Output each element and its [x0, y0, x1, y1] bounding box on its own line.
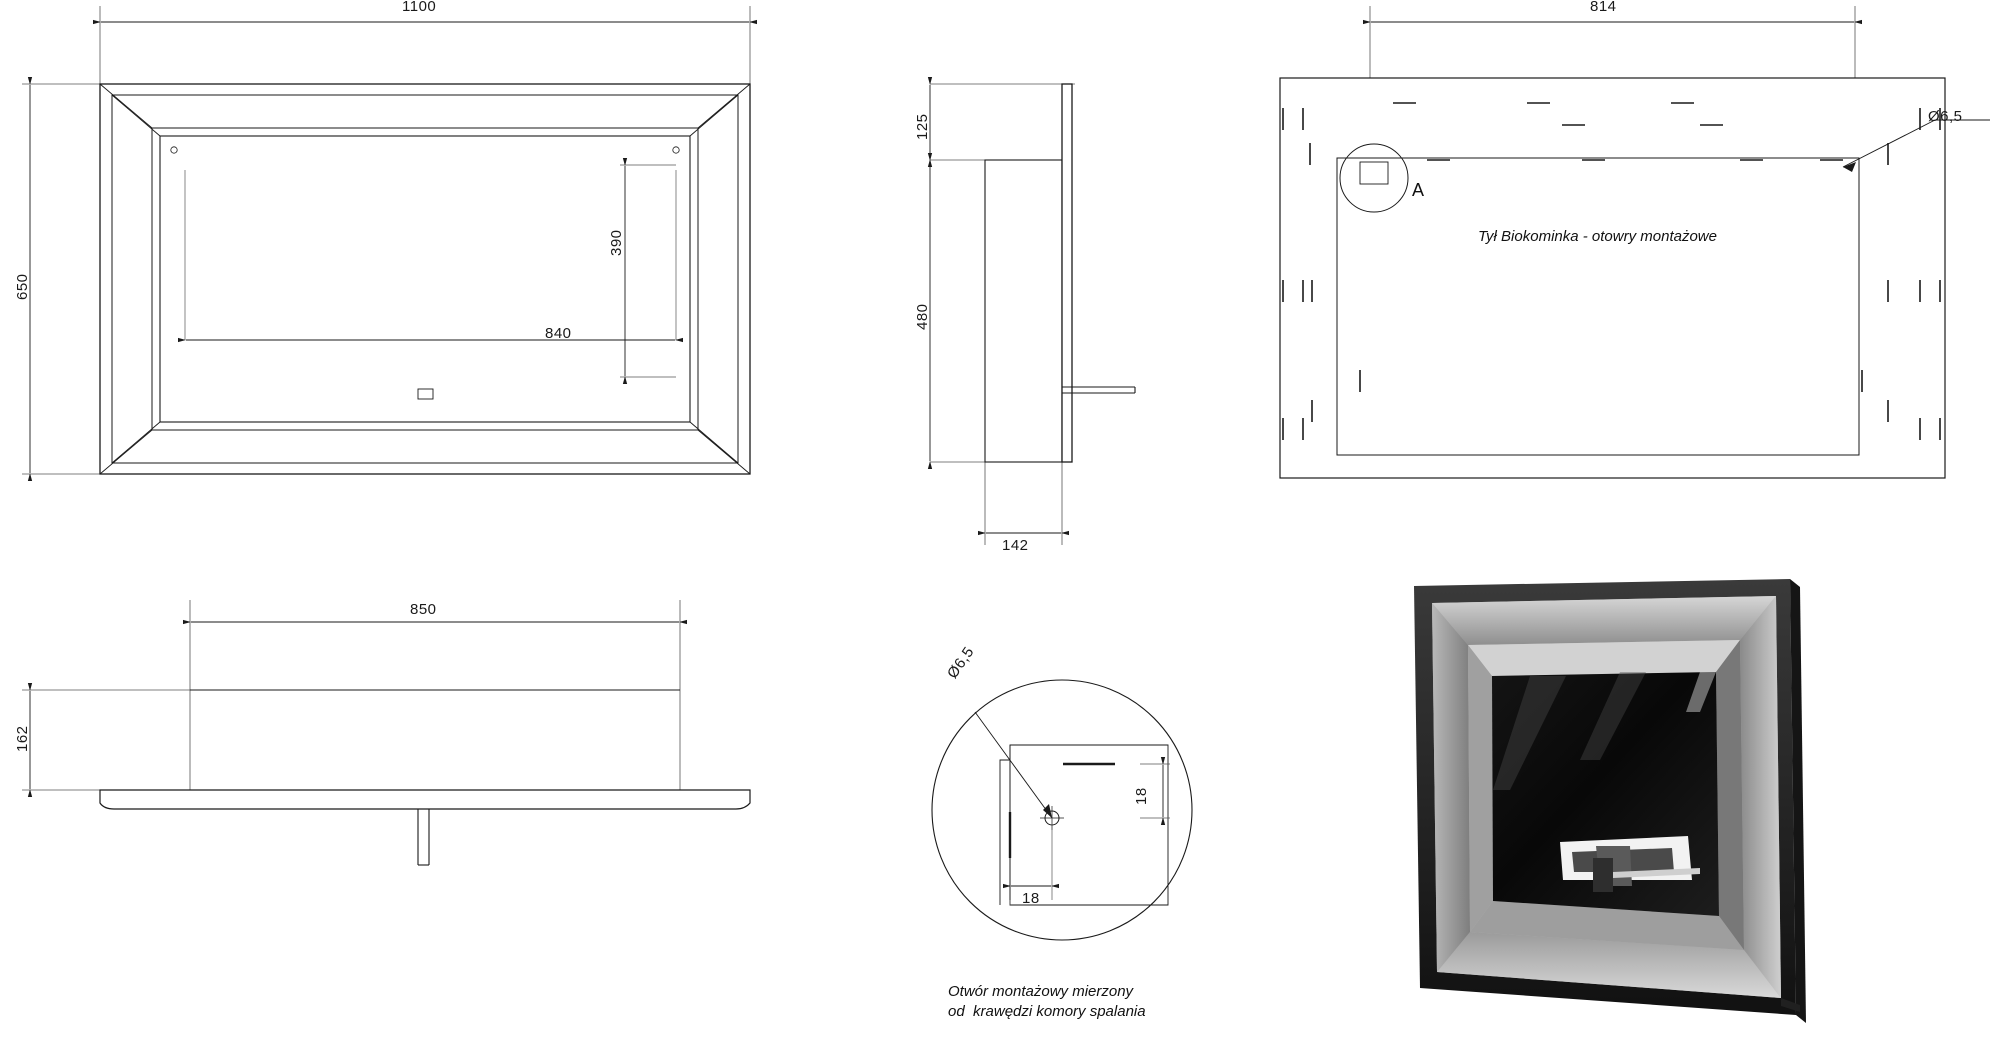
- detail-a-view: [932, 680, 1192, 940]
- detail-note-line-2: od krawędzi komory spalania: [948, 1003, 1146, 1020]
- dimension-label-opening-width: 840: [545, 325, 572, 342]
- detail-marker-a: A: [1412, 180, 1425, 200]
- dimension-label-top-depth: 162: [14, 725, 31, 752]
- dimension-label-side-depth: 142: [1002, 537, 1029, 554]
- back-view-note: Tył Biokominka - otowry montażowe: [1478, 228, 1717, 245]
- dimension-label-opening-height: 390: [608, 229, 625, 256]
- dimension-label-side-height: 480: [914, 303, 931, 330]
- dimension-label-side-top-offset: 125: [914, 113, 931, 140]
- top-view: [22, 600, 750, 865]
- dimension-label-front-height: 650: [14, 273, 31, 300]
- dimension-label-top-width: 850: [410, 601, 437, 618]
- side-view: [930, 84, 1135, 545]
- dimension-label-back-width: 814: [1590, 0, 1617, 15]
- dimension-label-detail-vertical: 18: [1133, 787, 1150, 805]
- perspective-render: [1414, 579, 1806, 1023]
- dimension-label-back-hole-diameter: Ø6,5: [1928, 108, 1963, 125]
- detail-note-line-1: Otwór montażowy mierzony: [948, 983, 1134, 1000]
- dimension-label-detail-hole-diameter: Ø6,5: [944, 643, 978, 682]
- dimension-label-front-width: 1100: [402, 0, 437, 15]
- dimension-label-detail-horizontal: 18: [1022, 890, 1040, 907]
- front-view: [22, 6, 750, 474]
